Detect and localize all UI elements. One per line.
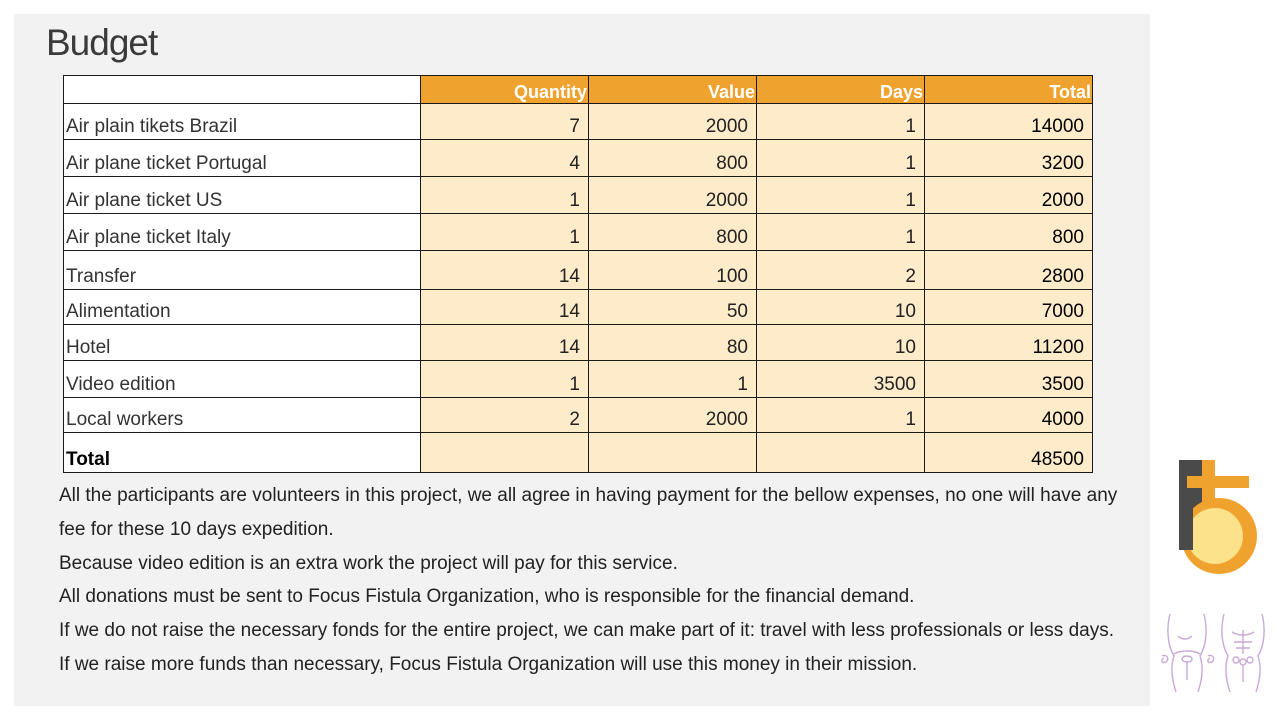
header-value: Value <box>589 76 757 104</box>
row-quantity: 14 <box>421 325 589 361</box>
row-item: Alimentation <box>64 290 421 325</box>
row-value: 80 <box>589 325 757 361</box>
row-value: 50 <box>589 290 757 325</box>
row-quantity: 4 <box>421 140 589 177</box>
row-total: 2000 <box>925 177 1093 214</box>
header-total: Total <box>925 76 1093 104</box>
row-value: 2000 <box>589 104 757 140</box>
table-row <box>64 177 1093 214</box>
note-paragraph: Because video edition is an extra work the project will pay for this service. <box>59 552 678 574</box>
row-days: 10 <box>757 290 925 325</box>
header-days: Days <box>757 76 925 104</box>
female-male-figures-icon <box>1158 610 1272 699</box>
table-row <box>64 361 1093 398</box>
row-days: 3500 <box>757 361 925 398</box>
row-total: 800 <box>925 214 1093 251</box>
row-item: Transfer <box>64 251 421 290</box>
table-row <box>64 325 1093 361</box>
table-total-row <box>64 433 1093 473</box>
total-row-quantity <box>421 433 589 473</box>
table-row <box>64 398 1093 433</box>
budget-notes <box>59 479 1119 682</box>
table-header-row <box>64 76 1093 104</box>
row-total: 3200 <box>925 140 1093 177</box>
row-value: 800 <box>589 214 757 251</box>
row-item: Air plain tikets Brazil <box>64 104 421 140</box>
budget-table <box>63 75 1093 473</box>
row-quantity: 14 <box>421 290 589 325</box>
row-quantity: 1 <box>421 214 589 251</box>
row-value: 100 <box>589 251 757 290</box>
row-days: 1 <box>757 214 925 251</box>
row-days: 1 <box>757 140 925 177</box>
table-row <box>64 251 1093 290</box>
row-quantity: 7 <box>421 104 589 140</box>
note-paragraph: If we do not raise the necessary fonds for the entire project, we can make part of it: travel with less professionals or less days. <box>59 620 1115 642</box>
row-item: Hotel <box>64 325 421 361</box>
row-quantity: 1 <box>421 177 589 214</box>
row-value: 800 <box>589 140 757 177</box>
row-item: Local workers <box>64 398 421 433</box>
row-value: 2000 <box>589 177 757 214</box>
row-item: Air plane ticket Italy <box>64 214 421 251</box>
row-item: Air plane ticket Portugal <box>64 140 421 177</box>
note-paragraph: All donations must be sent to Focus Fistula Organization, who is responsible for the financial demand. <box>59 586 915 608</box>
total-row-total: 48500 <box>925 433 1093 473</box>
table-row <box>64 290 1093 325</box>
row-total: 4000 <box>925 398 1093 433</box>
row-total: 7000 <box>925 290 1093 325</box>
row-quantity: 2 <box>421 398 589 433</box>
row-days: 2 <box>757 251 925 290</box>
header-blank-cell <box>64 76 421 104</box>
row-days: 1 <box>757 398 925 433</box>
row-total: 14000 <box>925 104 1093 140</box>
row-total: 11200 <box>925 325 1093 361</box>
table-row <box>64 104 1093 140</box>
row-days: 10 <box>757 325 925 361</box>
table-row <box>64 140 1093 177</box>
header-quantity: Quantity <box>421 76 589 104</box>
total-row-days <box>757 433 925 473</box>
total-row-value <box>589 433 757 473</box>
row-quantity: 1 <box>421 361 589 398</box>
row-quantity: 14 <box>421 251 589 290</box>
focus-fistula-logo-icon <box>1175 456 1261 587</box>
page-title: Budget <box>46 22 158 63</box>
note-paragraph: All the participants are volunteers in this project, we all agree in having payment for the bellow expenses, no one will have any fee for these 10 days expedition. <box>59 485 1118 540</box>
row-total: 3500 <box>925 361 1093 398</box>
row-value: 2000 <box>589 398 757 433</box>
row-total: 2800 <box>925 251 1093 290</box>
row-days: 1 <box>757 177 925 214</box>
table-row <box>64 214 1093 251</box>
row-item: Air plane ticket US <box>64 177 421 214</box>
row-item: Video edition <box>64 361 421 398</box>
total-row-label: Total <box>64 433 421 473</box>
row-value: 1 <box>589 361 757 398</box>
note-paragraph: If we raise more funds than necessary, Focus Fistula Organization will use this money in their mission. <box>59 653 918 675</box>
row-days: 1 <box>757 104 925 140</box>
